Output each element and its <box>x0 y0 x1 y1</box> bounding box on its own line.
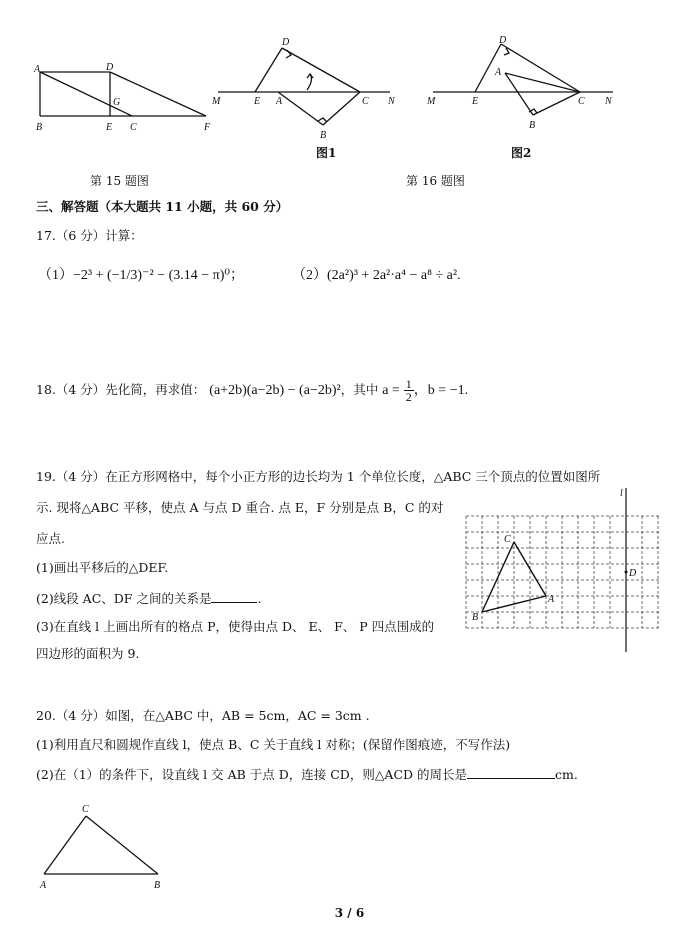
label-E: E <box>254 96 261 107</box>
q16-fig2-caption: 图2 <box>511 146 532 160</box>
q16-caption: 第 16 题图 <box>406 174 465 188</box>
q18-expr: (a+2b)(a−2b) − (a−2b)² <box>209 383 341 398</box>
label-G: G <box>113 97 121 108</box>
label-B: B <box>154 880 161 890</box>
q19-part2-end: . <box>257 591 262 606</box>
figure-q19-grid-svg <box>460 484 670 654</box>
q20-part2-text: (2)在（1）的条件下，设直线 l 交 AB 于点 D，连接 CD，则△ACD 的周长是 <box>36 767 468 782</box>
label-A: A <box>276 96 283 107</box>
q19-part2-text: (2)线段 AC、DF 之间的关系是 <box>36 591 212 606</box>
label-M: M <box>212 96 221 107</box>
q19-answer-blank[interactable] <box>211 590 257 603</box>
q19-line3: 应点. <box>36 531 65 546</box>
q17-part1-expr: −2³ + (−1/3)⁻² − (3.14 − π)⁰； <box>73 268 244 283</box>
q19-part2 <box>36 590 261 607</box>
label-D: D <box>629 568 637 579</box>
label-A: A <box>495 67 502 78</box>
label-D: D <box>499 35 507 46</box>
q17-part1 <box>38 268 244 284</box>
label-A: A <box>40 880 47 890</box>
label-F: F <box>204 122 211 133</box>
q20-part1: (1)利用直尺和圆规作直线 l，使点 B、C 关于直线 l 对称；(保留作图痕迹，不写作法) <box>36 737 511 752</box>
label-B: B <box>529 120 536 131</box>
q20-answer-blank[interactable] <box>467 766 555 779</box>
label-N: N <box>388 96 395 107</box>
q17-part2-label: （2） <box>292 268 327 283</box>
figure-q15 <box>28 58 218 138</box>
label-B: B <box>472 612 479 623</box>
label-l: l <box>620 488 623 499</box>
q18-line <box>36 378 468 403</box>
figure-q16-fig2-svg <box>425 30 620 145</box>
label-C: C <box>362 96 369 107</box>
label-A: A <box>548 594 555 605</box>
q19-part3: (3)在直线 l 上画出所有的格点 P，使得由点 D、 E、 F、 P 四点围成的 <box>36 619 435 634</box>
figure-q16-fig1-svg <box>210 30 405 145</box>
q17-part2-expr: (2a²)³ + 2a²·a⁴ − a⁸ ÷ a². <box>327 268 461 283</box>
label-C: C <box>130 122 137 133</box>
q18-text: 18.（4 分）先化简，再求值： <box>36 382 206 397</box>
q18-a-den: 2 <box>405 390 412 404</box>
q18-a-fraction <box>404 378 414 403</box>
q17-part2 <box>292 268 461 284</box>
q18-cond-prefix: ，其中 <box>340 382 379 397</box>
q18-b-eq: ，b = −1. <box>413 383 469 398</box>
q19-line1: 19.（4 分）在正方形网格中，每个小正方形的边长均为 1 个单位长度，△ABC 三个顶点的位置如图所 <box>36 469 601 484</box>
label-C: C <box>504 534 511 545</box>
label-B: B <box>36 122 43 133</box>
q19-part3b: 四边形的面积为 9. <box>36 646 140 661</box>
q20-part2-unit: cm. <box>555 767 578 782</box>
section3-title: 三、解答题（本大题共 11 小题，共 60 分） <box>36 199 289 214</box>
label-E: E <box>106 122 113 133</box>
label-C: C <box>82 804 89 815</box>
q20-header: 20.（4 分）如图，在△ABC 中，AB = 5cm，AC = 3cm . <box>36 708 370 723</box>
label-D: D <box>282 37 290 48</box>
q20-part2 <box>36 766 578 783</box>
figure-q19-grid <box>460 484 670 654</box>
q18-a-eq: a = <box>382 383 400 398</box>
figure-q16-fig2 <box>425 30 620 145</box>
q16-fig1-caption: 图1 <box>316 146 337 160</box>
page-number: 3 / 6 <box>334 906 365 920</box>
q15-caption: 第 15 题图 <box>90 174 149 188</box>
q17-part1-label: （1） <box>38 268 73 283</box>
label-C: C <box>578 96 585 107</box>
label-D: D <box>106 62 114 73</box>
q19-part1: (1)画出平移后的△DEF. <box>36 560 169 575</box>
q19-line2: 示. 现将△ABC 平移，使点 A 与点 D 重合. 点 E，F 分别是点 B，C 的对 <box>36 500 444 515</box>
label-B: B <box>320 130 327 141</box>
label-A: A <box>34 64 41 75</box>
figure-q15-svg <box>28 58 218 138</box>
label-E: E <box>472 96 479 107</box>
label-M: M <box>427 96 436 107</box>
q18-a-num: 1 <box>405 377 412 391</box>
figure-q20-triangle-svg <box>36 800 176 890</box>
label-N: N <box>605 96 612 107</box>
figure-q16-fig1 <box>210 30 405 145</box>
figure-q20-triangle <box>36 800 176 890</box>
q17-header: 17.（6 分）计算： <box>36 228 143 243</box>
